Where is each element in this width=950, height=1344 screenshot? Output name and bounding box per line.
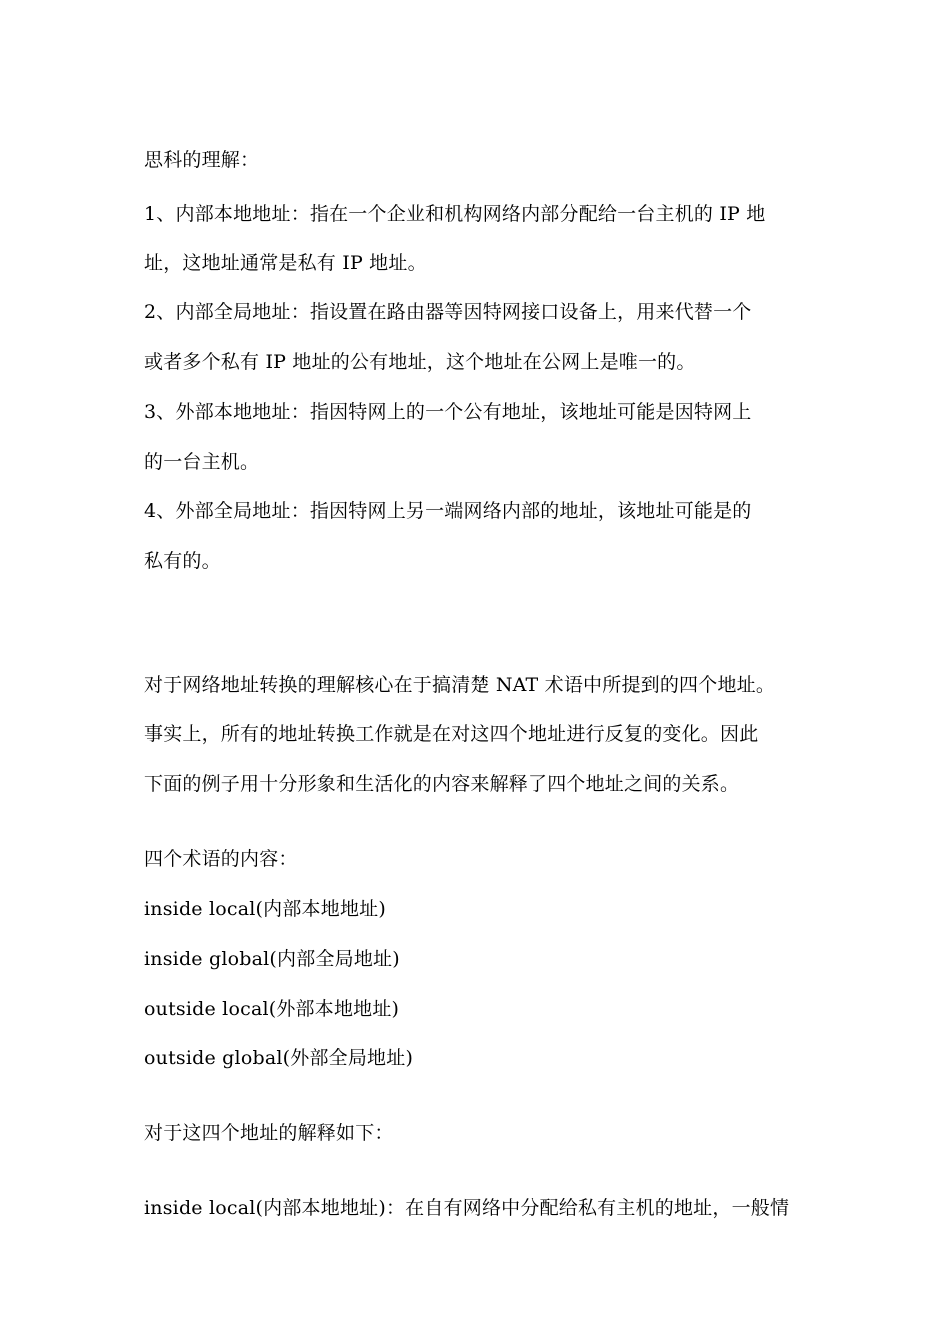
definition-3-line-1: 3、外部本地地址：指因特网上的一个公有地址，该地址可能是因特网上 xyxy=(144,401,752,423)
inside-local-explanation: inside local(内部本地地址)：在自有网络中分配给私有主机的地址，一般情 xyxy=(144,1197,790,1219)
term-inside-local: inside local(内部本地地址) xyxy=(144,898,386,920)
definition-2-line-2: 或者多个私有 IP 地址的公有地址，这个地址在公网上是唯一的。 xyxy=(144,351,696,373)
explanation-heading: 对于这四个地址的解释如下： xyxy=(144,1122,394,1144)
definition-1-line-2: 址，这地址通常是私有 IP 地址。 xyxy=(144,252,427,274)
term-outside-local: outside local(外部本地地址) xyxy=(144,998,400,1020)
nat-intro-line-1: 对于网络地址转换的理解核心在于搞清楚 NAT 术语中所提到的四个地址。 xyxy=(144,674,776,696)
definition-2-line-1: 2、内部全局地址：指设置在路由器等因特网接口设备上，用来代替一个 xyxy=(144,301,752,323)
term-outside-global: outside global(外部全局地址) xyxy=(144,1047,414,1069)
definition-1-line-1: 1、内部本地地址：指在一个企业和机构网络内部分配给一台主机的 IP 地 xyxy=(144,203,766,225)
terms-heading: 四个术语的内容： xyxy=(144,848,298,870)
definition-4-line-1: 4、外部全局地址：指因特网上另一端网络内部的地址，该地址可能是的 xyxy=(144,500,752,522)
definition-4-line-2: 私有的。 xyxy=(144,550,221,572)
term-inside-global: inside global(内部全局地址) xyxy=(144,948,400,970)
nat-intro-line-3: 下面的例子用十分形象和生活化的内容来解释了四个地址之间的关系。 xyxy=(144,773,740,795)
cisco-understanding-heading: 思科的理解： xyxy=(144,149,260,171)
nat-intro-line-2: 事实上，所有的地址转换工作就是在对这四个地址进行反复的变化。因此 xyxy=(144,723,759,745)
definition-3-line-2: 的一台主机。 xyxy=(144,451,260,473)
